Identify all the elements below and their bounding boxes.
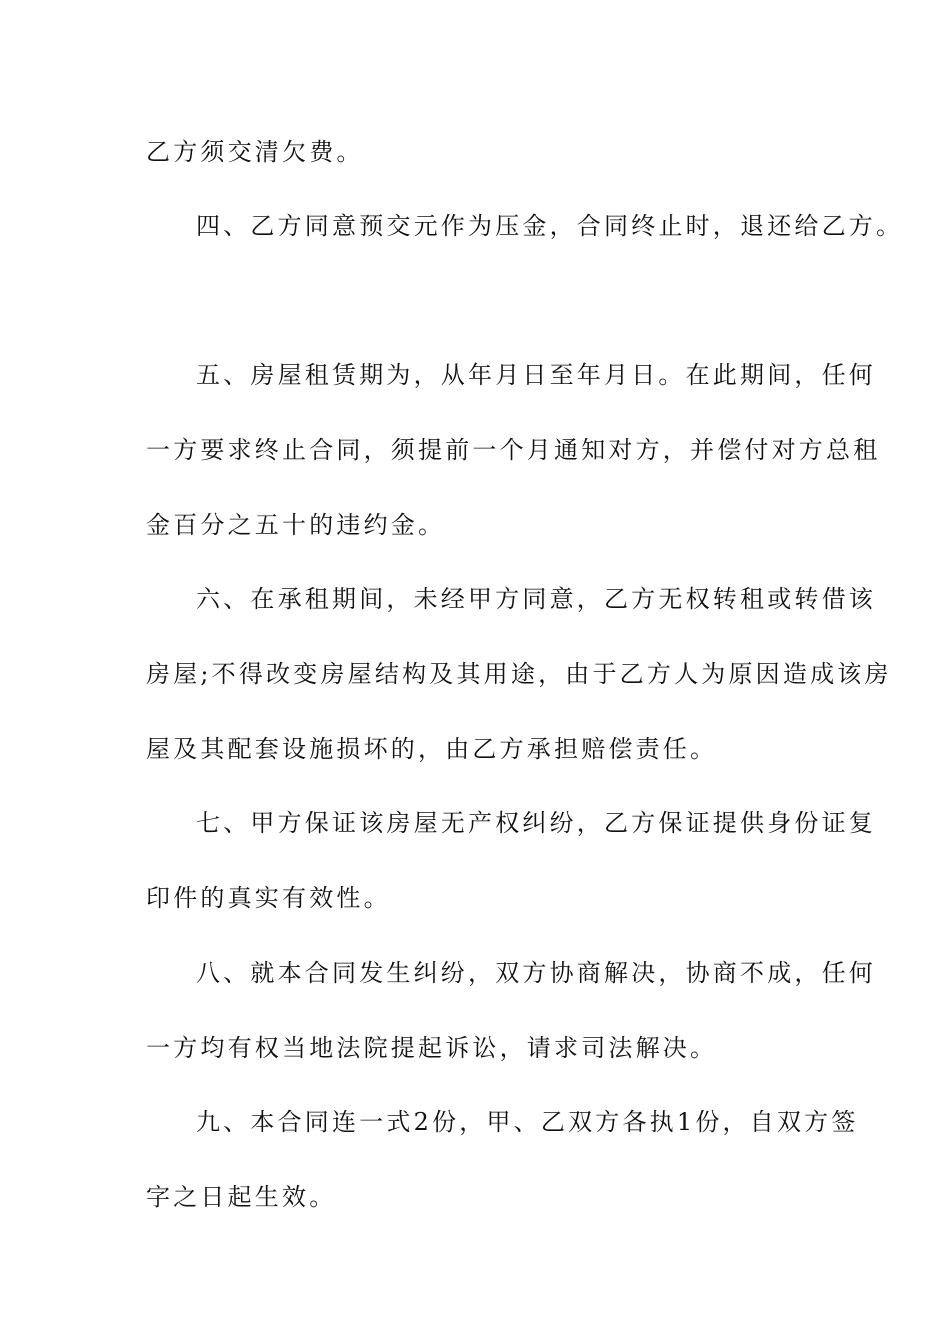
clause-6-line-2: 房屋;不得改变房屋结构及其用途，由于乙方人为原因造成该房 xyxy=(146,660,892,688)
clause-5-line-2: 一方要求终止合同，须提前一个月通知对方，并偿付对方总租 xyxy=(146,436,881,464)
clause-5-line-1: 五、房屋租赁期为，从年月日至年月日。在此期间，任何 xyxy=(196,361,876,389)
clause-9-line-2: 字之日起生效。 xyxy=(146,1183,337,1211)
paragraph-3-line-2: 乙方须交清欠费。 xyxy=(146,138,364,166)
clause-9-line-1: 九、本合同连一式2份，甲、乙双方各执1份，自双方签 xyxy=(196,1108,859,1136)
clause-6-line-1: 六、在承租期间，未经甲方同意，乙方无权转租或转借该 xyxy=(196,585,876,613)
clause-8-line-2: 一方均有权当地法院提起诉讼，请求司法解决。 xyxy=(146,1034,718,1062)
clause-4-line-1: 四、乙方同意预交元作为压金，合同终止时，退还给乙方。 xyxy=(196,212,904,240)
clause-5-line-3: 金百分之五十的违约金。 xyxy=(146,511,446,539)
clause-7-line-2: 印件的真实有效性。 xyxy=(146,884,391,912)
clause-8-line-1: 八、就本合同发生纠纷，双方协商解决，协商不成，任何 xyxy=(196,959,876,987)
clause-6-line-3: 屋及其配套设施损坏的，由乙方承担赔偿责任。 xyxy=(146,735,718,763)
clause-7-line-1: 七、甲方保证该房屋无产权纠纷，乙方保证提供身份证复 xyxy=(196,809,876,837)
